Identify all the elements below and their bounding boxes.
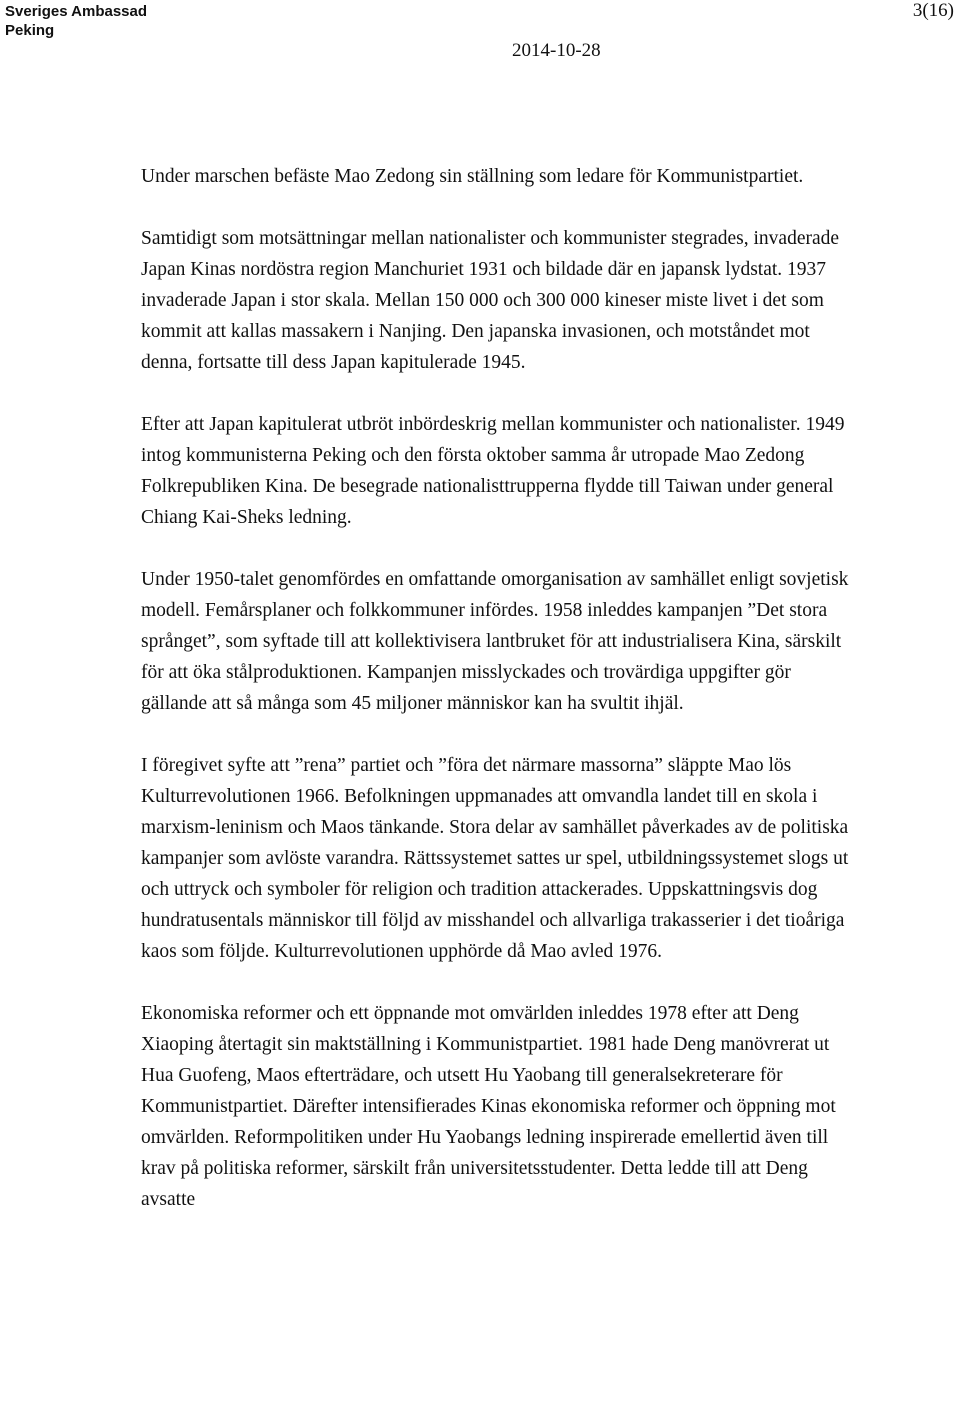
organization-location: Peking — [5, 22, 55, 39]
document-header-organization — [5, 2, 147, 40]
paragraph-cultural-revolution: I föregivet syfte att ”rena” partiet och ”föra det närmare massorna” släppte Mao lös Kulturrevolutionen 1966. Befolkningen uppmanades att omvandla landet till en skola i marxism-leninism och Maos tänkande. Stora delar av samhället påverkades av de politiska kampanjer som avlöste varandra. Rättssystemet sattes ur spel, utbildningssystemet slogs ut och uttryck och symboler för religion och tradition attackerades. Uppskattningsvis dog hundratusentals människor till följd av misshandel och allvarliga trakasserier i det tioåriga kaos som följde. Kulturrevolutionen upphörde då Mao avled 1976. — [141, 755, 849, 962]
organization-name: Sveriges Ambassad — [5, 3, 148, 20]
page-number: 3(16) — [912, 0, 954, 21]
paragraph-japanese-invasion: Samtidigt som motsättningar mellan nationalister och kommunister stegrades, invaderade Japan Kinas nordöstra region Manchuriet 1931 och bildade där en japansk lydstat. 1937 invaderade Japan i stor skala. Mellan 150 000 och 300 000 kineser miste livet i det som kommit att kallas massakern i Nanjing. Den japanska invasionen, och motståndet mot denna, fortsatte till dess Japan kapitulerade 1945. — [141, 228, 840, 373]
paragraph-great-leap-forward: Under 1950-talet genomfördes en omfattande omorganisation av samhället enligt sovjetisk modell. Femårsplaner och folkkommuner infördes. 1958 inleddes kampanjen ”Det stora språnget”, som syftade till att kollektivisera lantbruket för att industrialisera Kina, särskilt för att öka stålproduktionen. Kampanjen misslyckades och trovärdiga uppgifter gör gällande att så många som 45 miljoner människor kan ha svultit ihjäl. — [141, 569, 849, 714]
paragraph-economic-reforms: Ekonomiska reformer och ett öppnande mot omvärlden inleddes 1978 efter att Deng Xiaoping återtagit sin maktställning i Kommunistpartiet. 1981 hade Deng manövrerat ut Hua Guofeng, Maos efterträdare, och utsett Hu Yaobang till generalsekreterare för Kommunistpartiet. Därefter intensifierades Kinas ekonomiska reformer och öppning mot omvärlden. Reformpolitiken under Hu Yaobangs ledning inspirerade emellertid även till krav på politiska reformer, särskilt från universitetsstudenter. Detta ledde till att Deng avsatte — [141, 1003, 836, 1210]
document-body — [141, 161, 853, 1215]
paragraph-long-march: Under marschen befäste Mao Zedong sin ställning som ledare för Kommunistpartiet. — [141, 166, 804, 187]
paragraph-civil-war: Efter att Japan kapitulerat utbröt inbördeskrig mellan kommunister och nationalister. 1949 intog kommunisterna Peking och den första oktober samma år utropade Mao Zedong Folkrepubliken Kina. De besegrade nationalisttrupperna flydde till Taiwan under general Chiang Kai-Sheks ledning. — [141, 414, 845, 528]
document-date: 2014-10-28 — [512, 40, 601, 61]
